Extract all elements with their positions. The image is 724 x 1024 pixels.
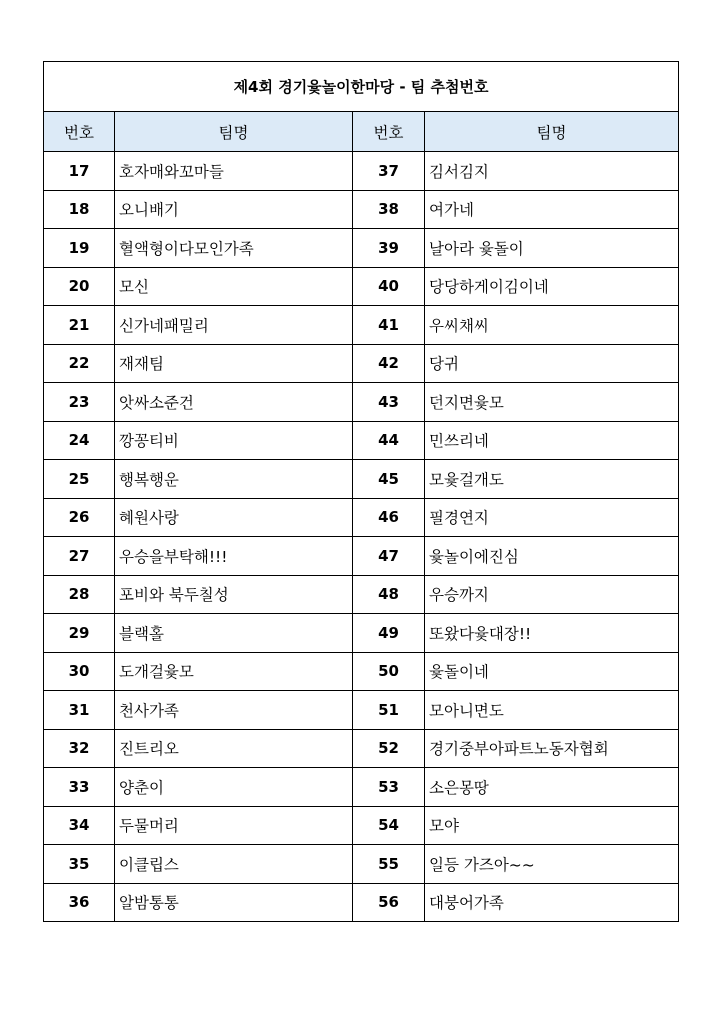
left-number-cell: 29	[44, 614, 115, 653]
table-row	[44, 845, 679, 884]
header-number-left: 번호	[44, 112, 115, 152]
left-number-cell: 36	[44, 883, 115, 922]
right-number-cell: 38	[353, 190, 425, 229]
table-row	[44, 421, 679, 460]
table-body	[44, 152, 679, 922]
right-number-cell: 39	[353, 229, 425, 268]
left-team-cell: 앗싸소준건	[115, 383, 353, 422]
left-team-cell: 깡꽁티비	[115, 421, 353, 460]
table-row	[44, 652, 679, 691]
right-team-cell: 김서김지	[425, 152, 679, 191]
right-team-cell: 모야	[425, 806, 679, 845]
left-number-cell: 34	[44, 806, 115, 845]
right-number-cell: 48	[353, 575, 425, 614]
table-row	[44, 152, 679, 191]
table-row	[44, 691, 679, 730]
left-number-cell: 26	[44, 498, 115, 537]
left-team-cell: 블랙홀	[115, 614, 353, 653]
left-number-cell: 17	[44, 152, 115, 191]
table-row	[44, 614, 679, 653]
right-team-cell: 모아니면도	[425, 691, 679, 730]
right-team-cell: 윷돌이네	[425, 652, 679, 691]
header-team-left: 팀명	[115, 112, 353, 152]
right-number-cell: 52	[353, 729, 425, 768]
right-number-cell: 56	[353, 883, 425, 922]
table-row	[44, 267, 679, 306]
left-number-cell: 30	[44, 652, 115, 691]
right-number-cell: 50	[353, 652, 425, 691]
table-row	[44, 575, 679, 614]
left-number-cell: 22	[44, 344, 115, 383]
left-team-cell: 이클립스	[115, 845, 353, 884]
right-number-cell: 51	[353, 691, 425, 730]
right-team-cell: 당당하게이김이네	[425, 267, 679, 306]
right-number-cell: 49	[353, 614, 425, 653]
right-number-cell: 43	[353, 383, 425, 422]
right-number-cell: 54	[353, 806, 425, 845]
right-team-cell: 여가네	[425, 190, 679, 229]
header-number-right: 번호	[353, 112, 425, 152]
left-team-cell: 행복행운	[115, 460, 353, 499]
right-team-cell: 소은몽땅	[425, 768, 679, 807]
page-title: 제4회 경기윷놀이한마당 - 팀 추첨번호	[44, 62, 679, 112]
table-row	[44, 537, 679, 576]
right-team-cell: 날아라 윷돌이	[425, 229, 679, 268]
left-number-cell: 32	[44, 729, 115, 768]
left-number-cell: 35	[44, 845, 115, 884]
left-team-cell: 도개걸윷모	[115, 652, 353, 691]
right-number-cell: 37	[353, 152, 425, 191]
table-row	[44, 190, 679, 229]
right-number-cell: 53	[353, 768, 425, 807]
right-team-cell: 경기중부아파트노동자협회	[425, 729, 679, 768]
table-row	[44, 806, 679, 845]
right-number-cell: 40	[353, 267, 425, 306]
left-team-cell: 혜원사랑	[115, 498, 353, 537]
table-row	[44, 883, 679, 922]
table-row	[44, 498, 679, 537]
table-row	[44, 383, 679, 422]
right-number-cell: 41	[353, 306, 425, 345]
table-header-row	[44, 112, 679, 152]
left-number-cell: 27	[44, 537, 115, 576]
left-number-cell: 25	[44, 460, 115, 499]
right-number-cell: 45	[353, 460, 425, 499]
team-draw-table	[43, 61, 679, 922]
table-row	[44, 768, 679, 807]
right-team-cell: 우승까지	[425, 575, 679, 614]
right-team-cell: 윷놀이에진심	[425, 537, 679, 576]
left-team-cell: 모신	[115, 267, 353, 306]
table-row	[44, 306, 679, 345]
right-team-cell: 당귀	[425, 344, 679, 383]
left-number-cell: 33	[44, 768, 115, 807]
left-team-cell: 오니배기	[115, 190, 353, 229]
right-team-cell: 일등 가즈아~~	[425, 845, 679, 884]
left-number-cell: 28	[44, 575, 115, 614]
left-team-cell: 진트리오	[115, 729, 353, 768]
left-team-cell: 알밤통통	[115, 883, 353, 922]
left-team-cell: 호자매와꼬마들	[115, 152, 353, 191]
right-number-cell: 55	[353, 845, 425, 884]
right-team-cell: 민쓰리네	[425, 421, 679, 460]
left-team-cell: 신가네패밀리	[115, 306, 353, 345]
left-number-cell: 21	[44, 306, 115, 345]
left-team-cell: 포비와 북두칠성	[115, 575, 353, 614]
right-number-cell: 44	[353, 421, 425, 460]
right-team-cell: 대붕어가족	[425, 883, 679, 922]
left-number-cell: 24	[44, 421, 115, 460]
table-row	[44, 344, 679, 383]
table-row	[44, 460, 679, 499]
right-number-cell: 46	[353, 498, 425, 537]
right-number-cell: 42	[353, 344, 425, 383]
left-team-cell: 양춘이	[115, 768, 353, 807]
left-number-cell: 20	[44, 267, 115, 306]
left-team-cell: 우승을부탁해!!!	[115, 537, 353, 576]
left-number-cell: 31	[44, 691, 115, 730]
right-team-cell: 또왔다윷대장!!	[425, 614, 679, 653]
left-number-cell: 18	[44, 190, 115, 229]
table-row	[44, 229, 679, 268]
right-number-cell: 47	[353, 537, 425, 576]
left-team-cell: 혈액형이다모인가족	[115, 229, 353, 268]
left-team-cell: 천사가족	[115, 691, 353, 730]
left-number-cell: 19	[44, 229, 115, 268]
header-team-right: 팀명	[425, 112, 679, 152]
table-row	[44, 729, 679, 768]
right-team-cell: 필경연지	[425, 498, 679, 537]
left-team-cell: 두물머리	[115, 806, 353, 845]
left-team-cell: 재재팀	[115, 344, 353, 383]
left-number-cell: 23	[44, 383, 115, 422]
right-team-cell: 우씨채씨	[425, 306, 679, 345]
right-team-cell: 던지면윷모	[425, 383, 679, 422]
right-team-cell: 모윷걸개도	[425, 460, 679, 499]
